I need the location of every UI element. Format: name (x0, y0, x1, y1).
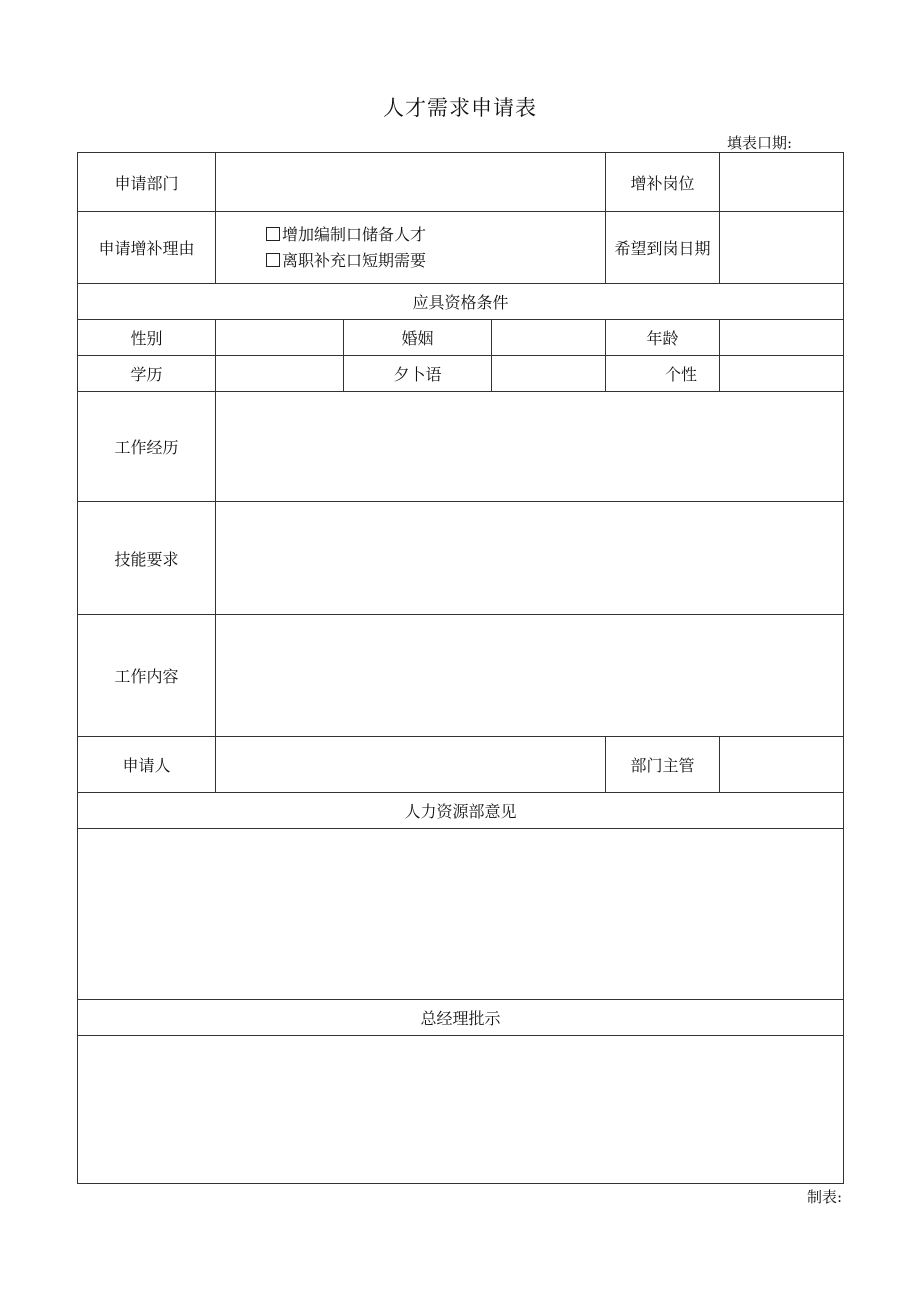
option-reserve-talent: 口储备人才 (346, 224, 427, 244)
input-gm-instruction[interactable] (78, 1036, 844, 1184)
row-hr-header (78, 793, 844, 829)
row-gm-body (78, 1036, 844, 1184)
row-job-content (78, 615, 844, 737)
label-language: 夕卜语 (344, 356, 492, 392)
label-personality: 个性 (606, 356, 720, 392)
input-language[interactable] (492, 356, 606, 392)
input-expected-date[interactable] (720, 212, 844, 284)
row-applicant (78, 737, 844, 793)
reason-line-2 (266, 248, 605, 274)
label-position: 增补岗位 (606, 153, 720, 212)
section-qualifications: 应具资格条件 (78, 284, 844, 320)
label-expected-date: 希望到岗日期 (606, 212, 720, 284)
reason-line-1 (266, 222, 605, 248)
page-title: 人才需求申请表 (383, 96, 537, 120)
option-replacement: 离职补充 (282, 250, 347, 270)
row-gender (78, 320, 844, 356)
input-personality[interactable] (720, 356, 844, 392)
label-reason: 申请增补理由 (78, 212, 216, 284)
fill-date-label: 填表口期: (726, 134, 792, 152)
row-skills (78, 502, 844, 615)
row-reason (78, 212, 844, 284)
row-dept (78, 153, 844, 212)
row-work-experience (78, 392, 844, 502)
input-education[interactable] (216, 356, 344, 392)
requisition-form (77, 152, 844, 1184)
label-gender: 性别 (78, 320, 216, 356)
checkbox-add-headcount[interactable] (266, 227, 280, 241)
label-dept: 申请部门 (78, 153, 216, 212)
row-qualifications-header (78, 284, 844, 320)
label-skills: 技能要求 (78, 502, 216, 615)
section-gm-instruction: 总经理批示 (78, 1000, 844, 1036)
checkbox-replacement[interactable] (266, 253, 280, 267)
input-dept[interactable] (216, 153, 606, 212)
input-age[interactable] (720, 320, 844, 356)
input-position[interactable] (720, 153, 844, 212)
label-job-content: 工作内容 (78, 615, 216, 737)
label-marital: 婚姻 (344, 320, 492, 356)
label-work-experience: 工作经历 (78, 392, 216, 502)
input-marital[interactable] (492, 320, 606, 356)
input-gender[interactable] (216, 320, 344, 356)
row-hr-body (78, 829, 844, 1000)
option-short-term: 口短期需要 (346, 250, 427, 270)
label-applicant: 申请人 (78, 737, 216, 793)
section-hr-opinion: 人力资源部意见 (78, 793, 844, 829)
input-applicant[interactable] (216, 737, 606, 793)
label-education: 学历 (78, 356, 216, 392)
label-dept-head: 部门主管 (606, 737, 720, 793)
row-gm-header (78, 1000, 844, 1036)
option-add-headcount: 增加编制 (282, 224, 347, 244)
reason-options (216, 212, 606, 284)
input-dept-head[interactable] (720, 737, 844, 793)
label-age: 年龄 (606, 320, 720, 356)
input-work-experience[interactable] (216, 392, 844, 502)
maker-label: 制表: (806, 1188, 842, 1206)
row-education (78, 356, 844, 392)
input-job-content[interactable] (216, 615, 844, 737)
input-hr-opinion[interactable] (78, 829, 844, 1000)
input-skills[interactable] (216, 502, 844, 615)
